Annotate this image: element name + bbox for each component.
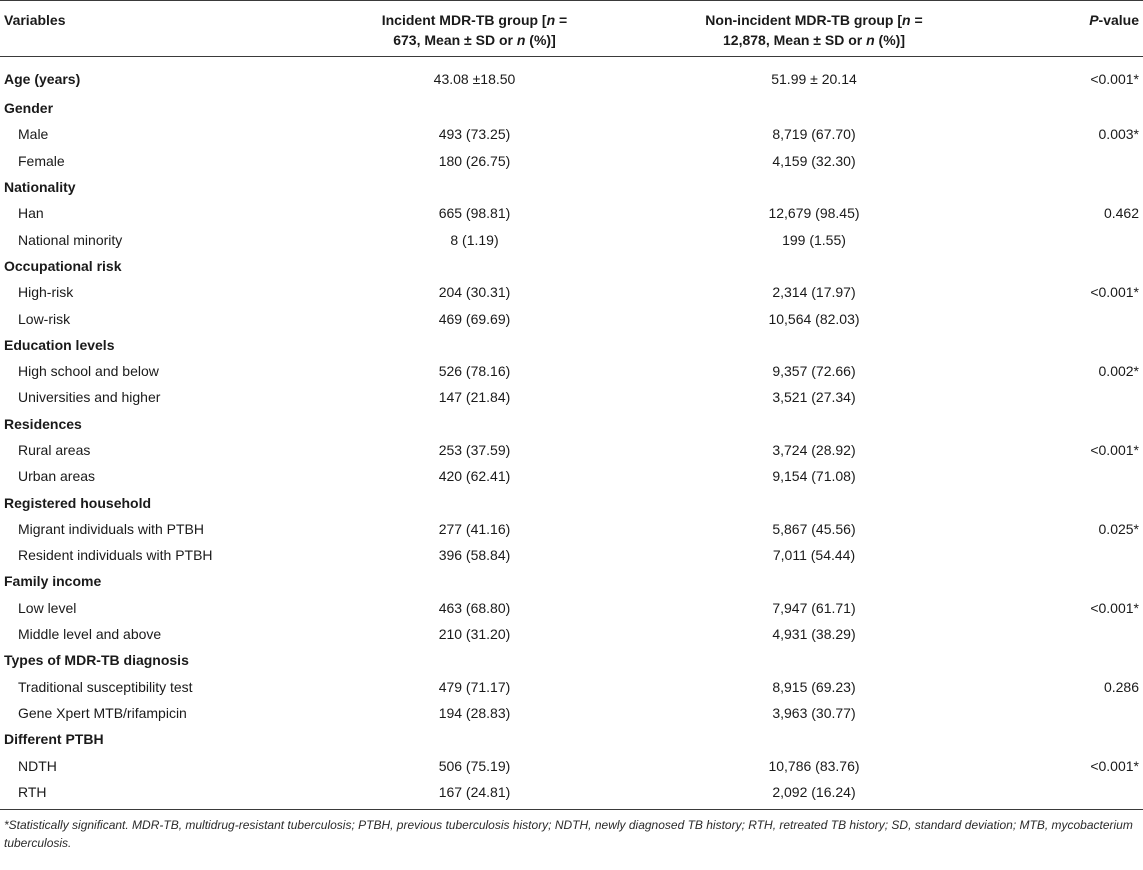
incident-value — [322, 332, 627, 358]
table-row — [0, 305, 1143, 331]
p-value: <0.001* — [1090, 599, 1139, 616]
table-row — [0, 542, 1143, 568]
row-label: RTH — [0, 779, 322, 810]
incident-value: 8 (1.19) — [450, 231, 499, 248]
p-value — [1001, 226, 1143, 252]
row-label: Universities and higher — [18, 389, 161, 406]
nonincident-value: 7,011 (54.44) — [772, 547, 856, 564]
header-row — [0, 1, 1143, 57]
nonincident-value: 8,719 (67.70) — [772, 126, 856, 143]
row-label: Different PTBH — [4, 731, 104, 748]
table-row — [0, 332, 1143, 358]
incident-value: 396 (58.84) — [438, 547, 511, 564]
incident-value — [322, 411, 627, 437]
nonincident-value — [627, 332, 1001, 358]
incident-value: 204 (30.31) — [438, 284, 511, 301]
table-row — [0, 779, 1143, 810]
header-variables: Variables — [0, 1, 322, 57]
p-value: <0.001* — [1090, 71, 1139, 87]
p-value — [1001, 384, 1143, 410]
incident-value — [322, 253, 627, 279]
incident-value: 167 (24.81) — [322, 779, 627, 810]
row-label: Urban areas — [18, 468, 96, 485]
incident-value — [322, 489, 627, 515]
row-label: Age (years) — [4, 71, 81, 87]
row-label: Low-risk — [18, 310, 71, 327]
row-label: NDTH — [18, 757, 57, 774]
nonincident-value: 51.99 ± 20.14 — [771, 71, 857, 87]
table-row — [0, 253, 1143, 279]
table-row — [0, 752, 1143, 778]
table-row — [0, 358, 1143, 384]
incident-value: 147 (21.84) — [438, 389, 511, 406]
row-label: Rural areas — [18, 442, 91, 458]
p-value — [1001, 463, 1143, 489]
nonincident-value: 12,679 (98.45) — [768, 205, 860, 222]
table-row — [0, 411, 1143, 437]
table-row — [0, 121, 1143, 147]
nonincident-value: 8,915 (69.23) — [772, 678, 856, 695]
table-row — [0, 726, 1143, 752]
incident-value — [322, 726, 627, 752]
p-value — [1001, 253, 1143, 279]
p-value — [1001, 621, 1143, 647]
nonincident-value — [627, 95, 1001, 121]
incident-value: 194 (28.83) — [438, 704, 511, 721]
table-row — [0, 463, 1143, 489]
table-row — [0, 489, 1143, 515]
row-label: Education levels — [4, 336, 115, 353]
row-label: Middle level and above — [18, 626, 162, 643]
nonincident-value: 9,357 (72.66) — [772, 363, 856, 380]
p-value: <0.001* — [1090, 442, 1139, 458]
nonincident-value — [627, 726, 1001, 752]
table-row — [0, 568, 1143, 594]
table-row — [0, 621, 1143, 647]
row-label: Registered household — [4, 494, 152, 511]
row-label: Gene Xpert MTB/rifampicin — [18, 704, 187, 721]
nonincident-value — [627, 647, 1001, 673]
row-label: Female — [18, 152, 65, 169]
nonincident-value: 4,931 (38.29) — [772, 626, 856, 643]
table-row — [0, 516, 1143, 542]
table-row — [0, 279, 1143, 305]
table-row — [0, 437, 1143, 463]
table-row — [0, 674, 1143, 700]
p-value — [1001, 700, 1143, 726]
row-label: Traditional susceptibility test — [18, 678, 193, 695]
nonincident-value: 3,963 (30.77) — [772, 704, 856, 721]
table-row — [0, 200, 1143, 226]
incident-value: 43.08 ±18.50 — [433, 71, 516, 87]
table-row — [0, 57, 1143, 96]
table-row — [0, 174, 1143, 200]
incident-value: 463 (68.80) — [438, 599, 511, 616]
incident-value: 665 (98.81) — [438, 205, 511, 222]
p-value: <0.001* — [1090, 757, 1139, 774]
table-header — [0, 1, 1143, 57]
nonincident-value: 3,724 (28.92) — [772, 442, 856, 458]
table-footnote: *Statistically significant. MDR-TB, multidrug-resistant tuberculosis; PTBH, previous tuberculosis history; NDTH, newly diagnosed TB history; RTH, retreated TB history; SD, standard deviation; MTB, mycobacterium tuberculosis. — [4, 818, 1133, 851]
row-label: Occupational risk — [4, 257, 122, 274]
p-value: 0.462 — [1103, 205, 1139, 222]
p-value: 0.025* — [1098, 520, 1139, 537]
p-value — [1001, 305, 1143, 331]
incident-value: 277 (41.16) — [438, 520, 511, 537]
nonincident-value — [627, 568, 1001, 594]
row-label: High school and below — [18, 363, 159, 380]
incident-value — [322, 95, 627, 121]
incident-value: 180 (26.75) — [438, 152, 511, 169]
row-label: Family income — [4, 573, 102, 590]
p-value: 0.286 — [1103, 678, 1139, 695]
incident-value — [322, 174, 627, 200]
p-value — [1001, 174, 1143, 200]
p-value — [1001, 542, 1143, 568]
p-value: 0.002* — [1098, 363, 1139, 380]
nonincident-value — [627, 411, 1001, 437]
row-label: Resident individuals with PTBH — [18, 547, 213, 564]
p-value — [1001, 568, 1143, 594]
table-row — [0, 148, 1143, 174]
incident-value: 526 (78.16) — [438, 363, 511, 380]
row-label: Gender — [4, 100, 54, 117]
p-value: <0.001* — [1090, 284, 1139, 301]
p-value — [1001, 779, 1143, 810]
nonincident-value: 2,314 (17.97) — [772, 284, 856, 301]
incident-value: 420 (62.41) — [438, 468, 511, 485]
row-label: Migrant individuals with PTBH — [18, 520, 204, 537]
incident-value: 479 (71.17) — [438, 678, 511, 695]
table-row — [0, 647, 1143, 673]
nonincident-value: 10,564 (82.03) — [768, 310, 860, 327]
row-label: Types of MDR-TB diagnosis — [4, 652, 189, 669]
nonincident-value: 9,154 (71.08) — [772, 468, 856, 485]
row-label: Low level — [18, 599, 77, 616]
nonincident-value: 5,867 (45.56) — [772, 520, 856, 537]
incident-value: 469 (69.69) — [438, 310, 511, 327]
nonincident-value: 3,521 (27.34) — [772, 389, 856, 406]
row-label: Residences — [4, 415, 82, 432]
table-row — [0, 700, 1143, 726]
p-value — [1001, 647, 1143, 673]
row-label: Nationality — [4, 179, 76, 196]
table-body — [0, 57, 1143, 810]
row-label: Han — [18, 205, 44, 222]
nonincident-value: 199 (1.55) — [782, 231, 846, 248]
header-pvalue: P-value — [1001, 1, 1143, 57]
incident-value: 253 (37.59) — [438, 442, 511, 458]
p-value — [1001, 411, 1143, 437]
nonincident-value: 7,947 (61.71) — [772, 599, 856, 616]
p-value — [1001, 148, 1143, 174]
p-value — [1001, 726, 1143, 752]
nonincident-value: 10,786 (83.76) — [768, 757, 860, 774]
p-value: 0.003* — [1098, 126, 1139, 143]
incident-value: 493 (73.25) — [438, 126, 511, 143]
nonincident-value: 4,159 (32.30) — [772, 152, 856, 169]
p-value — [1001, 95, 1143, 121]
incident-value: 210 (31.20) — [438, 626, 511, 643]
table-row — [0, 226, 1143, 252]
incident-value — [322, 568, 627, 594]
table-row — [0, 595, 1143, 621]
header-nonincident: Non-incident MDR-TB group [n = 12,878, Mean ± SD or n (%)] — [627, 1, 1001, 57]
nonincident-value — [627, 174, 1001, 200]
row-label: National minority — [18, 231, 123, 248]
header-incident: Incident MDR-TB group [n = 673, Mean ± SD or n (%)] — [322, 1, 627, 57]
row-label: High-risk — [18, 284, 74, 301]
nonincident-value — [627, 489, 1001, 515]
nonincident-value — [627, 253, 1001, 279]
incident-value: 506 (75.19) — [438, 757, 511, 774]
row-label: Male — [18, 126, 49, 143]
p-value — [1001, 332, 1143, 358]
table-row — [0, 384, 1143, 410]
table-row — [0, 95, 1143, 121]
incident-value — [322, 647, 627, 673]
p-value — [1001, 489, 1143, 515]
nonincident-value: 2,092 (16.24) — [627, 779, 1001, 810]
